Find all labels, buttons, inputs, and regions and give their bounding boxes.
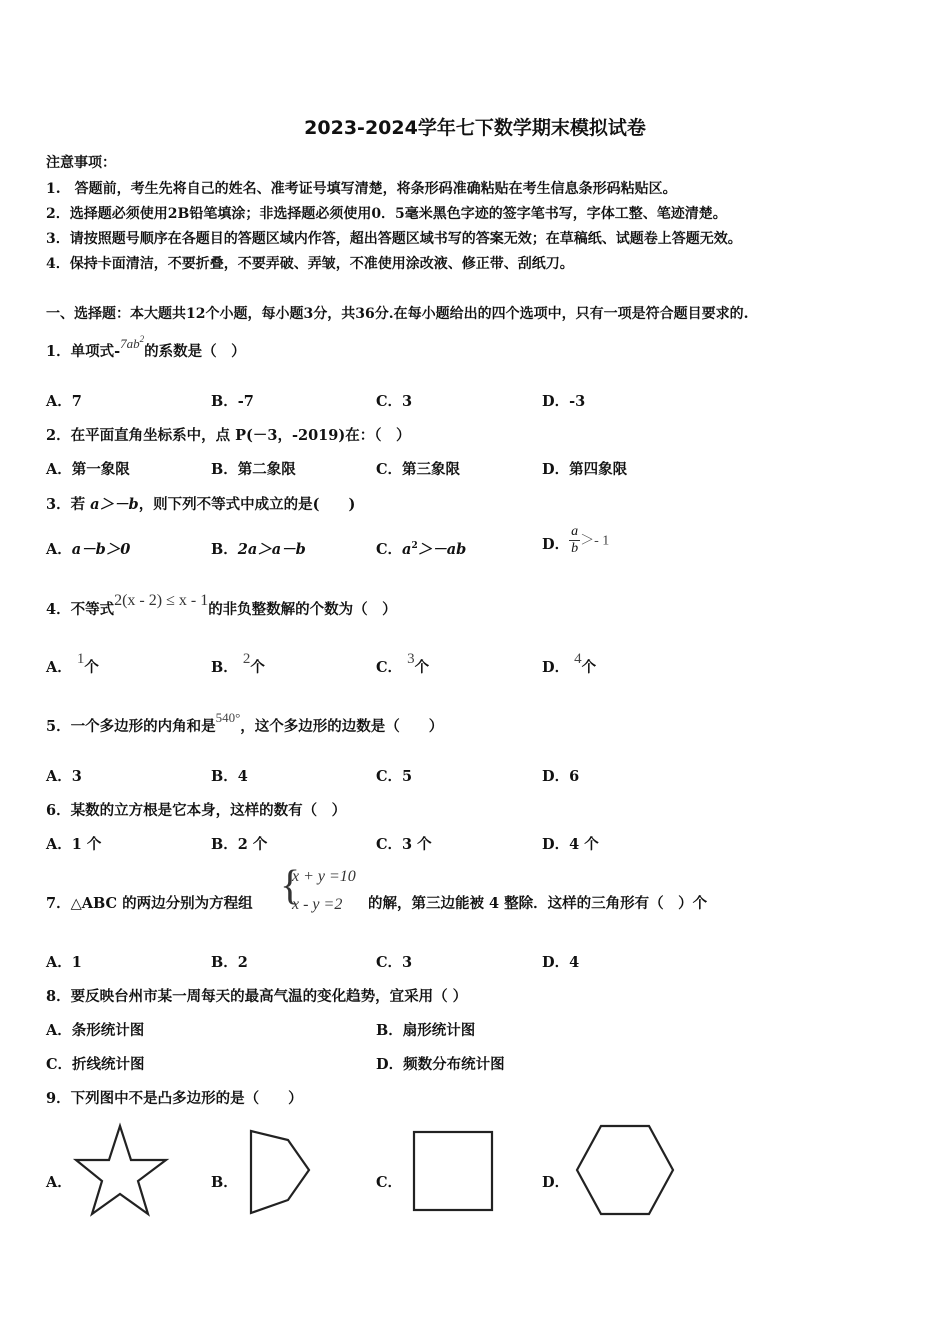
option-b: B． 2个 [211,651,265,676]
option-a: A．1 [46,954,82,971]
option-b: B．第二象限 [211,461,296,478]
option-a: A．1 个 [46,836,102,853]
option-d: D．-3 [542,393,586,410]
option-a: A．a－b＞0 [46,541,131,558]
option-c: C．$a^2>-ab$ [376,541,467,558]
question-2-stem: 2．在平面直角坐标系中，点 P(－3，-2019)在：（ ） [46,427,411,444]
option-a: A．7 [46,393,82,410]
star-icon [74,1124,168,1216]
option-d: D．第四象限 [542,461,628,478]
question-8-stem: 8．要反映台州市某一周每天的最高气温的变化趋势，宜采用（ ） [46,988,468,1005]
option-a: A． 1个 [46,651,99,676]
question-6-stem: 6．某数的立方根是它本身，这样的数有（ ） [46,802,347,819]
option-a: A．条形统计图 [46,1022,145,1039]
option-c: C．3 [376,393,413,410]
option-c: C．3 个 [376,836,432,853]
option-c: C． 3个 [376,651,430,676]
question-1-stem: 1．单项式$-7ab^2$的系数是（ ） [46,334,246,360]
option-b: B．2a＞a－b [211,541,306,558]
option-d: D．4 个 [542,836,599,853]
notice-item: 4．保持卡面清洁，不要折叠，不要弄破、弄皱，不准使用涂改液、修正带、刮纸刀。 [46,256,574,272]
system-brace: { [280,863,301,909]
option-d: D．6 [542,768,580,785]
option-c: C．折线统计图 [46,1056,145,1073]
option-a: A． [46,1174,72,1191]
question-3-stem: 3．若 a＞－b，则下列不等式中成立的是( ) [46,496,356,513]
question-7-stem-pre: 7．△ABC 的两边分别为方程组 [46,895,253,912]
page-title: 2023-2024学年七下数学期末模拟试卷 [304,117,646,139]
option-c: C．第三象限 [376,461,461,478]
pentagon-icon [248,1128,312,1216]
equation-1: x + y =10 [292,868,356,885]
notice-item: 3．请按照题号顺序在各题目的答题区域内作答，超出答题区域书写的答案无效；在草稿纸、试题卷上答题无效。 [46,231,742,247]
option-d: D． $\frac{a}{b}$ ＞- 1 [542,524,610,556]
question-5-stem: 5．一个多边形的内角和是540°，这个多边形的边数是（ ） [46,710,444,735]
notice-item: 1. 答题前，考生先将自己的姓名、准考证号填写清楚，将条形码准确粘贴在考生信息条形码粘贴区。 [46,181,677,197]
option-b: B． [211,1174,238,1191]
square-icon [412,1130,494,1212]
option-d: D． 4个 [542,651,597,676]
hexagon-icon [574,1124,676,1216]
option-a: A．第一象限 [46,461,130,478]
question-9-stem: 9．下列图中不是凸多边形的是（ ） [46,1090,303,1107]
option-b: B．扇形统计图 [376,1022,476,1039]
option-c: C．3 [376,954,413,971]
fraction: $\frac{a}{b}$ [571,524,579,556]
option-b: B．4 [211,768,248,785]
option-a: A．3 [46,768,82,785]
notice-item: 2．选择题必须使用2B铅笔填涂；非选择题必须使用0．5毫米黑色字迹的签字笔书写，字体工整、笔迹清楚。 [46,206,727,222]
option-b: B．-7 [211,393,254,410]
option-d: D． [542,1174,570,1191]
section-heading: 一、选择题：本大题共12个小题，每小题3分，共36分.在每小题给出的四个选项中，只有一项是符合题目要求的. [46,306,749,322]
notice-heading: 注意事项： [46,155,116,171]
equation-2: x - y =2 [292,896,343,913]
option-c: C． [376,1174,403,1191]
option-d: D．4 [542,954,580,971]
option-b: B．2 个 [211,836,268,853]
question-4-stem: 4．不等式2(x - 2) ≤ x - 1的非负整数解的个数为（ ） [46,592,397,618]
option-d: D．频数分布统计图 [376,1056,505,1073]
option-c: C．5 [376,768,413,785]
question-7-stem-post: 的解，第三边能被 4 整除．这样的三角形有（ ）个 [368,895,708,912]
option-b: B．2 [211,954,248,971]
